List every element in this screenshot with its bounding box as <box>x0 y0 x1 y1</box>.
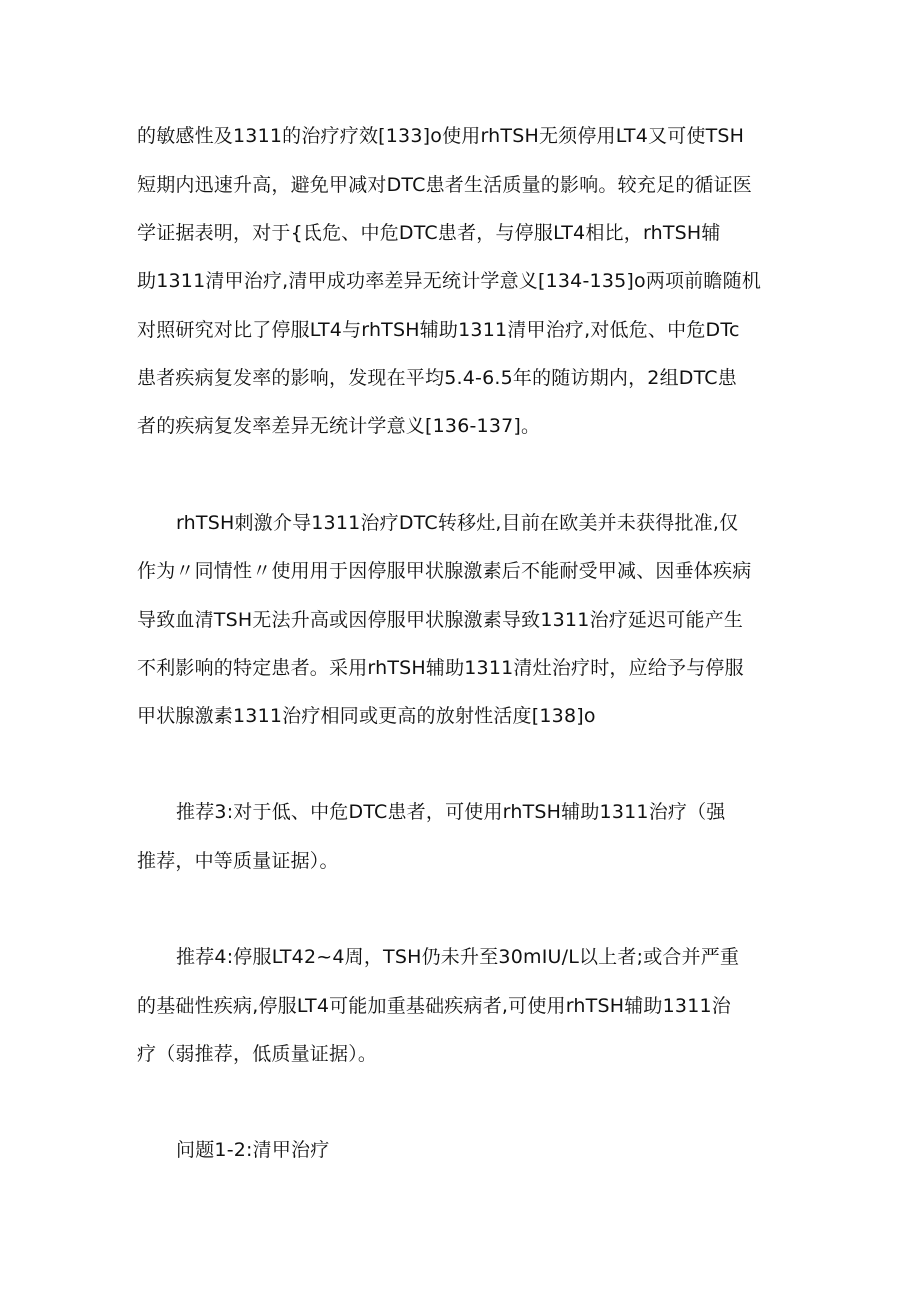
text-line: 推荐4:停服LT42~4周，TSH仍未升至30mIU/L以上者;或合并严重 <box>176 946 740 968</box>
text-line: 问题1-2:清甲治疗 <box>176 1139 330 1161</box>
text-line: 者的疾病复发率差异无统计学意义[136-137]。 <box>137 415 541 437</box>
text-line: 患者疾病复发率的影响，发现在平均5.4-6.5年的随访期内，2组DTC患 <box>137 367 737 389</box>
text-line: 导致血清TSH无法升高或因停服甲状腺激素导致1311治疗延迟可能产生 <box>137 609 744 631</box>
text-line: 学证据表明，对于{氐危、中危DTC患者，与停服LT4相比，rhTSH辅 <box>137 222 721 244</box>
text-line: 助1311清甲治疗,清甲成功率差异无统计学意义[134-135]o两项前瞻随机 <box>137 270 762 292</box>
text-line: 推荐3:对于低、中危DTC患者，可使用rhTSH辅助1311治疗（强 <box>176 801 726 823</box>
text-line: 对照研究对比了停服LT4与rhTSH辅助1311清甲治疗,对低危、中危DTc <box>137 319 740 341</box>
text-line: 的敏感性及1311的治疗疗效[133]o使用rhTSH无须停用LT4又可使TSH <box>137 125 745 147</box>
text-line: 的基础性疾病,停服LT4可能加重基础疾病者,可使用rhTSH辅助1311治 <box>137 995 731 1017</box>
text-line: 短期内迅速升高，避免甲减对DTC患者生活质量的影响。较充足的循证医 <box>137 174 752 196</box>
text-line: 不利影响的特定患者。采用rhTSH辅助1311清灶治疗时，应给予与停服 <box>137 657 744 679</box>
text-line: rhTSH刺激介导1311治疗DTC转移灶,目前在欧美并未获得批准,仅 <box>176 512 739 534</box>
text-line: 疗（弱推荐，低质量证据）。 <box>137 1043 378 1065</box>
text-line: 推荐，中等质量证据）。 <box>137 850 339 872</box>
text-line: 作为〃同情性〃使用用于因停服甲状腺激素后不能耐受甲减、因垂体疾病 <box>137 560 752 582</box>
text-line: 甲状腺激素1311治疗相同或更高的放射性活度[138]o <box>137 705 596 727</box>
